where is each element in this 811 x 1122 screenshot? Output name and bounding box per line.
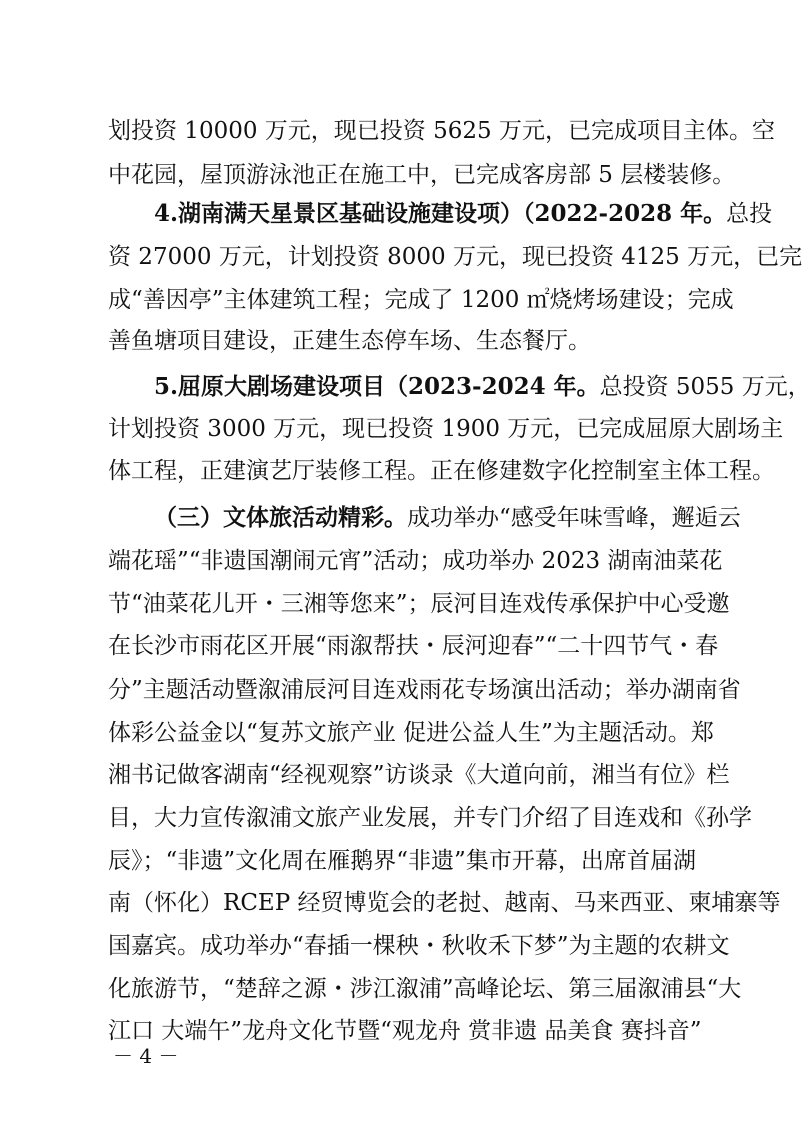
paragraph-line: 善鱼塘项目建设，正建生态停车场、生态餐厅。 bbox=[108, 328, 591, 354]
paragraph-text: 成功举办“感受年味雪峰，邂逅云 bbox=[407, 505, 741, 531]
paragraph-line: 江口 大端午”龙舟文化节暨“观龙舟 赏非遗 品美食 赛抖音” bbox=[108, 1018, 702, 1044]
paragraph-line: 计划投资 3000 万元，现已投资 1900 万元，已完成屈原大剧场主 bbox=[108, 416, 784, 442]
paragraph-line bbox=[154, 199, 773, 229]
paragraph-line: 端花瑶”“非遗国潮闹元宵”活动；成功举办 2023 湖南油菜花 bbox=[108, 548, 723, 574]
page-number: － 4 － bbox=[113, 1044, 179, 1068]
paragraph-line: 中花园，屋顶游泳池正在施工中，已完成客房部 5 层楼装修。 bbox=[108, 162, 736, 188]
paragraph-line: 成“善因亭”主体建筑工程；完成了 1200 ㎡烧烤场建设；完成 bbox=[108, 287, 734, 313]
paragraph-line: 体彩公益金以“复苏文旅产业 促进公益人生”为主题活动。郑 bbox=[108, 720, 714, 746]
section-heading: 4.湖南满天星景区基础设施建设项）（2022-2028 年。 bbox=[154, 200, 727, 227]
paragraph-text: 总投 bbox=[726, 201, 773, 227]
section-heading: 5.屈原大剧场建设项目（2023-2024 年。 bbox=[154, 373, 600, 400]
paragraph-line bbox=[154, 372, 811, 402]
paragraph-line: 湘书记做客湖南“经视观察”访谈录《大道向前，湘当有位》栏 bbox=[108, 762, 730, 788]
paragraph-line: 节“油菜花儿开・三湘等您来”；辰河目连戏传承保护中心受邀 bbox=[108, 591, 730, 617]
paragraph-text: 总投资 5055 万元， bbox=[599, 374, 811, 400]
paragraph-line: 国嘉宾。成功举办“春插一棵秧・秋收禾下梦”为主题的农耕文 bbox=[108, 933, 730, 959]
paragraph-line: 化旅游节，“楚辞之源・涉江溆浦”高峰论坛、第三届溆浦县“大 bbox=[108, 976, 742, 1002]
paragraph-line: 辰》；“非遗”文化周在雁鹅界“非遗”集市开幕，出席首届湖 bbox=[108, 848, 696, 874]
paragraph-line: 南（怀化）RCEP 经贸博览会的老挝、越南、马来西亚、柬埔寨等 bbox=[108, 890, 781, 916]
section-heading: （三）文体旅活动精彩。 bbox=[154, 504, 407, 531]
paragraph-line: 目，大力宣传溆浦文旅产业发展，并专门介绍了目连戏和《孙学 bbox=[108, 805, 752, 831]
paragraph-line: 分”主题活动暨溆浦辰河目连戏雨花专场演出活动；举办湖南省 bbox=[108, 677, 741, 703]
paragraph-line bbox=[154, 503, 741, 533]
paragraph-line: 划投资 10000 万元，现已投资 5625 万元，已完成项目主体。空 bbox=[108, 118, 775, 144]
paragraph-line: 在长沙市雨花区开展“雨溆帮扶・辰河迎春”“二十四节气・春 bbox=[108, 633, 719, 659]
paragraph-line: 体工程，正建演艺厅装修工程。正在修建数字化控制室主体工程。 bbox=[108, 458, 775, 484]
paragraph-line: 资 27000 万元，计划投资 8000 万元，现已投资 4125 万元，已完 bbox=[108, 244, 803, 270]
